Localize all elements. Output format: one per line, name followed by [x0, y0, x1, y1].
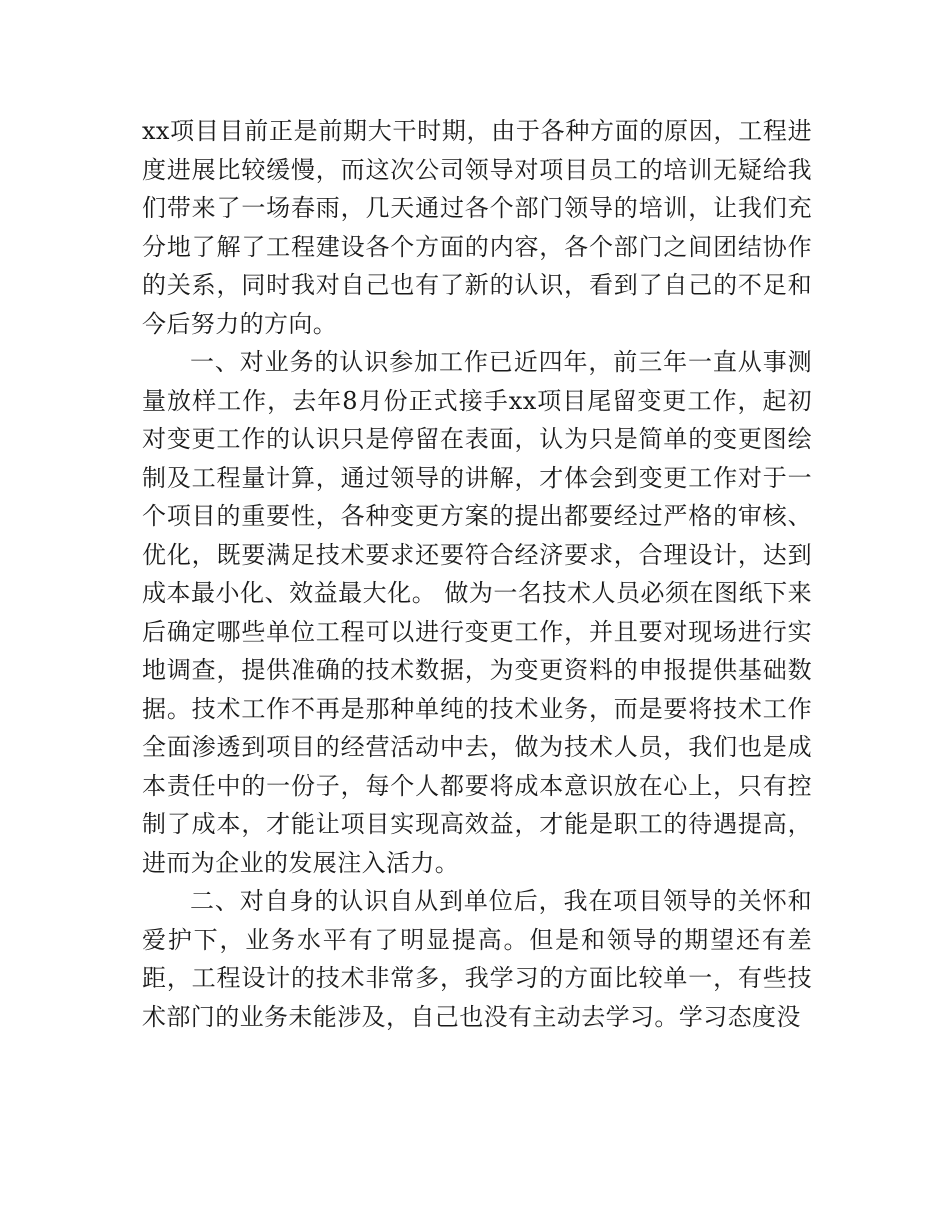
paragraph-self-understanding: 二、对自身的认识自从到单位后，我在项目领导的关怀和爱护下，业务水平有了明显提高。但是和领导的期望还有差距，工程设计的技术非常多，我学习的方面比较单一，有些技术部门的业务未能涉及，自己也没有主动去学习。学习态度没	[142, 887, 812, 1031]
paragraph-intro: xx项目目前正是前期大干时期，由于各种方面的原因，工程进度进展比较缓慢，而这次公司领导对项目员工的培训无疑给我们带来了一场春雨，几天通过各个部门领导的培训，让我们充分地了解了工程建设各个方面的内容，各个部门之间团结协作的关系，同时我对自己也有了新的认识，看到了自己的不足和今后努力的方向。	[142, 117, 812, 338]
paragraph-business-understanding: 一、对业务的认识参加工作已近四年，前三年一直从事测量放样工作，去年8月份正式接手xx项目尾留变更工作，起初对变更工作的认识只是停留在表面，认为只是简单的变更图绘制及工程量计算，通过领导的讲解，才体会到变更工作对于一个项目的重要性，各种变更方案的提出都要经过严格的审核、优化，既要满足技术要求还要符合经济要求，合理设计，达到成本最小化、效益最大化。 做为一名技术人员必须在图纸下来后确定哪些单位工程可以进行变更工作，并且要对现场进行实地调查，提供准确的技术数据，为变更资料的申报提供基础数据。技术工作不再是那种单纯的技术业务，而是要将技术工作全面渗透到项目的经营活动中去，做为技术人员，我们也是成本责任中的一份子，每个人都要将成本意识放在心上，只有控制了成本，才能让项目实现高效益，才能是职工的待遇提高，进而为企业的发展注入活力。	[142, 348, 812, 877]
document-body	[142, 112, 812, 1036]
